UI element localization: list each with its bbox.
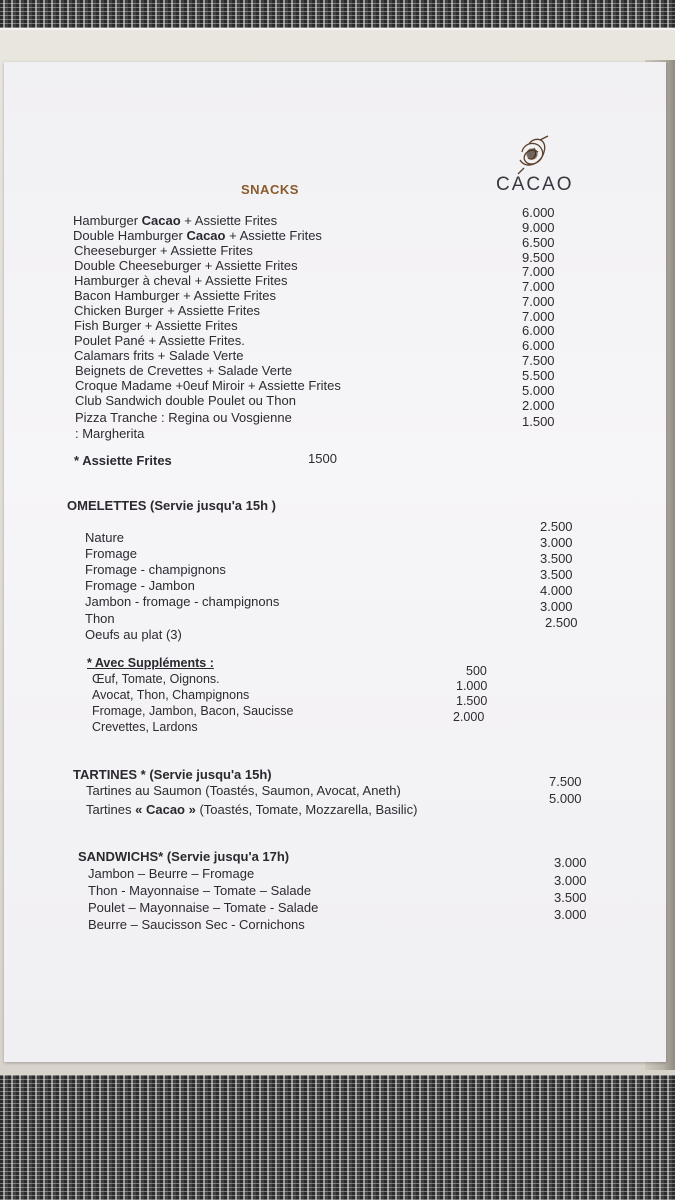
snack-price: 2.000 [522,398,555,413]
snack-price: 7.000 [522,309,555,324]
tartine-item [86,783,401,798]
item-text: Tartines [86,802,136,817]
snack-price: 6.000 [522,338,555,353]
item-text: : Margherita [75,426,145,441]
snack-price: 6.000 [522,323,555,338]
item-text: Fish Burger + Assiette Frites [74,318,238,333]
sandwich-price: 3.500 [554,890,587,905]
omelette-price: 3.000 [540,599,573,614]
logo-text: CACAO [496,174,574,195]
supplement-item: Crevettes, Lardons [92,720,198,734]
snack-price: 6.500 [522,235,555,250]
omelette-price: 3.500 [540,551,573,566]
supplement-item: Fromage, Jambon, Bacon, Saucisse [92,704,294,718]
supplement-item: Avocat, Thon, Champignons [92,688,250,702]
sandwich-item: Poulet – Mayonnaise – Tomate - Salade [88,900,319,915]
item-brand: « Cacao » [135,802,196,817]
snack-item [75,410,292,425]
supplement-price: 500 [466,664,487,678]
sandwich-price: 3.000 [554,855,587,870]
item-text: Bacon Hamburger + Assiette Frites [74,288,276,303]
snack-price: 9.500 [522,250,555,265]
omelette-item: Fromage - Jambon [85,578,195,593]
item-text: Croque Madame +0euf Miroir + Assiette Frites [75,378,341,393]
snacks-title: SNACKS [241,182,299,197]
omelette-item: Thon [85,611,115,626]
omelette-item: Fromage [85,546,138,561]
item-text: Hamburger [73,213,142,228]
omelette-price: 3.500 [540,567,573,582]
snack-price: 9.000 [522,220,555,235]
supplement-price: 1.000 [456,679,488,693]
snack-item [73,228,322,243]
omelette-item: Nature [85,530,125,545]
snack-item [74,258,298,273]
snack-item [74,288,276,303]
item-text: Hamburger à cheval + Assiette Frites [74,273,288,288]
snack-item [75,426,144,441]
assiette-frites-label: * Assiette Frites [74,453,172,468]
snack-item [74,273,288,288]
item-text: Double Cheeseburger + Assiette Frites [74,258,298,273]
sandwich-price: 3.000 [554,907,587,922]
item-text: Pizza Tranche : Regina ou Vosgienne [75,410,292,425]
supplement-item: Œuf, Tomate, Oignons. [92,672,220,686]
sandwich-price: 3.000 [554,873,587,888]
tartine-price: 7.500 [549,774,582,789]
sandwich-item: Thon - Mayonnaise – Tomate – Salade [88,883,312,898]
item-brand: Cacao [186,228,226,243]
tartine-price: 5.000 [549,791,582,806]
snack-price: 6.000 [522,205,555,220]
snack-item [75,393,296,408]
omelette-item: Fromage - champignons [85,562,226,577]
supplement-price: 2.000 [453,710,485,724]
supplement-price: 1.500 [456,694,488,708]
omelette-price: 2.500 [545,615,578,630]
snack-price: 5.000 [522,383,555,398]
snack-price: 7.000 [522,294,555,309]
item-text-suffix: + Assiette Frites [180,213,278,228]
omelettes-title: OMELETTES (Servie jusqu'a 15h ) [67,498,276,513]
item-text: Club Sandwich double Poulet ou Thon [75,393,296,408]
snack-item [75,363,292,378]
sandwich-item: Jambon – Beurre – Fromage [88,866,255,881]
snack-item [73,213,277,228]
omelette-item: Oeufs au plat (3) [85,627,182,642]
snack-item [74,333,245,348]
tartine-item [86,802,417,817]
snack-price: 7.000 [522,264,555,279]
snack-price: 7.000 [522,279,555,294]
placemat-bottom [0,1075,675,1200]
snack-item [74,243,253,258]
item-text: Double Hamburger [73,228,187,243]
item-text-suffix: + Assiette Frites [225,228,322,243]
snack-price: 5.500 [522,368,555,383]
item-brand: Cacao [141,213,181,228]
omelette-price: 2.500 [540,519,573,534]
item-text: Cheeseburger + Assiette Frites [74,243,253,258]
menu-sheet [4,62,666,1062]
snack-item [74,318,238,333]
item-text-suffix: (Toastés, Tomate, Mozzarella, Basilic) [195,802,418,817]
omelette-price: 3.000 [540,535,573,550]
item-text: Calamars frits + Salade Verte [74,348,244,363]
item-text: Beignets de Crevettes + Salade Verte [75,363,293,378]
snack-price: 7.500 [522,353,555,368]
item-text: Chicken Burger + Assiette Frites [74,303,261,318]
sandwich-item: Beurre – Saucisson Sec - Cornichons [88,917,305,932]
snack-item [74,348,243,363]
item-text: Tartines au Saumon (Toastés, Saumon, Avocat, Aneth) [86,783,401,798]
item-text: Poulet Pané + Assiette Frites. [74,333,245,348]
sandwichs-title: SANDWICHS* (Servie jusqu'a 17h) [78,849,290,864]
snack-item [75,378,341,393]
snack-item [74,303,260,318]
omelette-price: 4.000 [540,583,573,598]
supplements-title: * Avec Suppléments : [87,656,214,670]
snack-price: 1.500 [522,414,555,429]
tartines-title: TARTINES * (Servie jusqu'a 15h) [73,767,272,782]
omelette-item: Jambon - fromage - champignons [85,594,280,609]
assiette-frites-price: 1500 [308,451,337,466]
